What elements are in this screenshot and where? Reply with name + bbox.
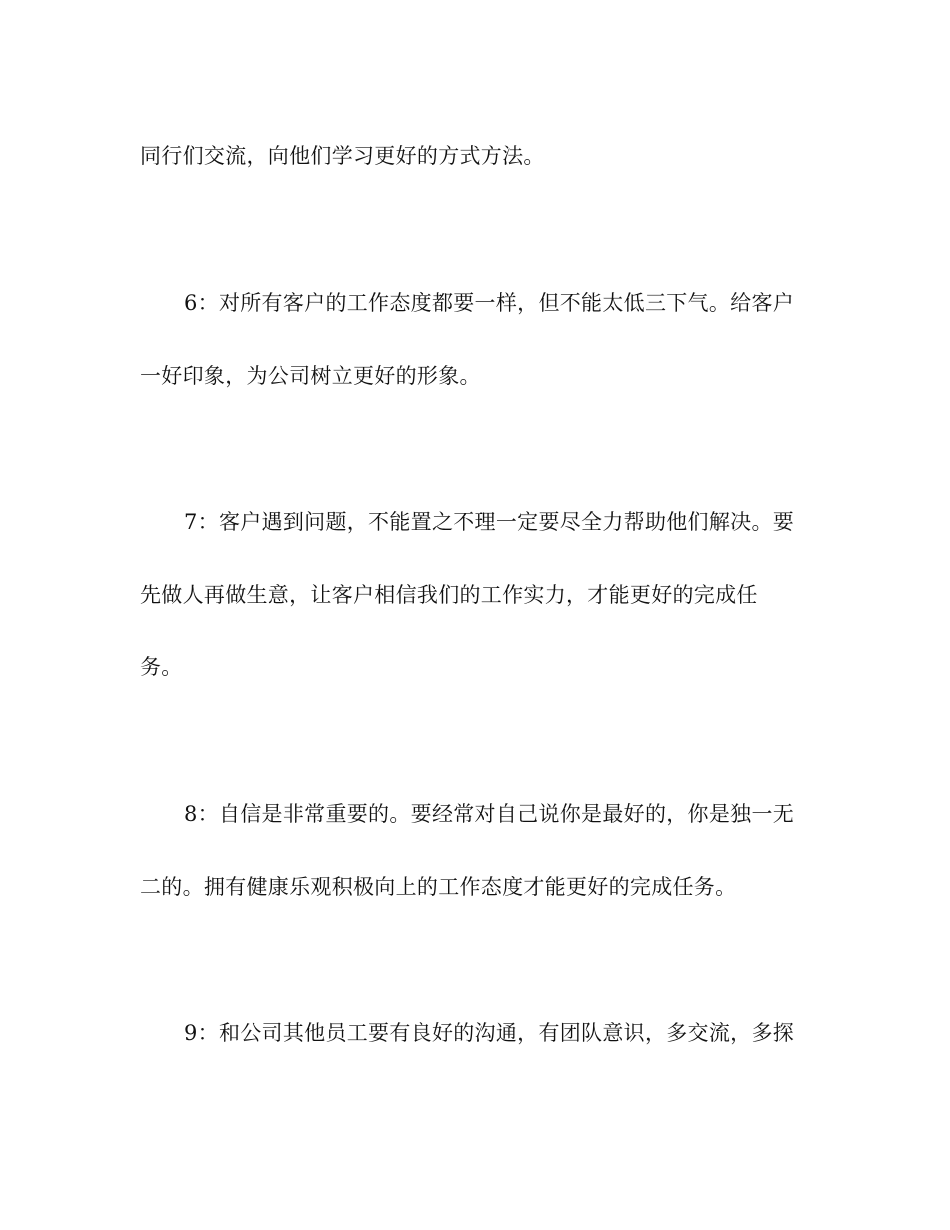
paragraph-6-line-1: 6：对所有客户的工作态度都要一样，但不能太低三下气。给客户 (184, 291, 795, 315)
paragraph-5-line-2: 同行们交流，向他们学习更好的方式方法。 (140, 144, 545, 168)
paragraph-6-line-2: 一好印象，为公司树立更好的形象。 (140, 364, 481, 388)
paragraph-8-line-1: 8：自信是非常重要的。要经常对自己说你是最好的，你是独一无 (184, 802, 795, 826)
paragraph-7-line-3: 务。 (140, 655, 183, 679)
paragraph-7-line-2: 先做人再做生意，让客户相信我们的工作实力，才能更好的完成任 (140, 583, 758, 607)
paragraph-7-line-1: 7：客户遇到问题，不能置之不理一定要尽全力帮助他们解决。要 (184, 510, 795, 534)
paragraph-8-line-2: 二的。拥有健康乐观积极向上的工作态度才能更好的完成任务。 (140, 875, 737, 899)
paragraph-9-line-1: 9：和公司其他员工要有良好的沟通，有团队意识，多交流，多探 (184, 1021, 795, 1045)
